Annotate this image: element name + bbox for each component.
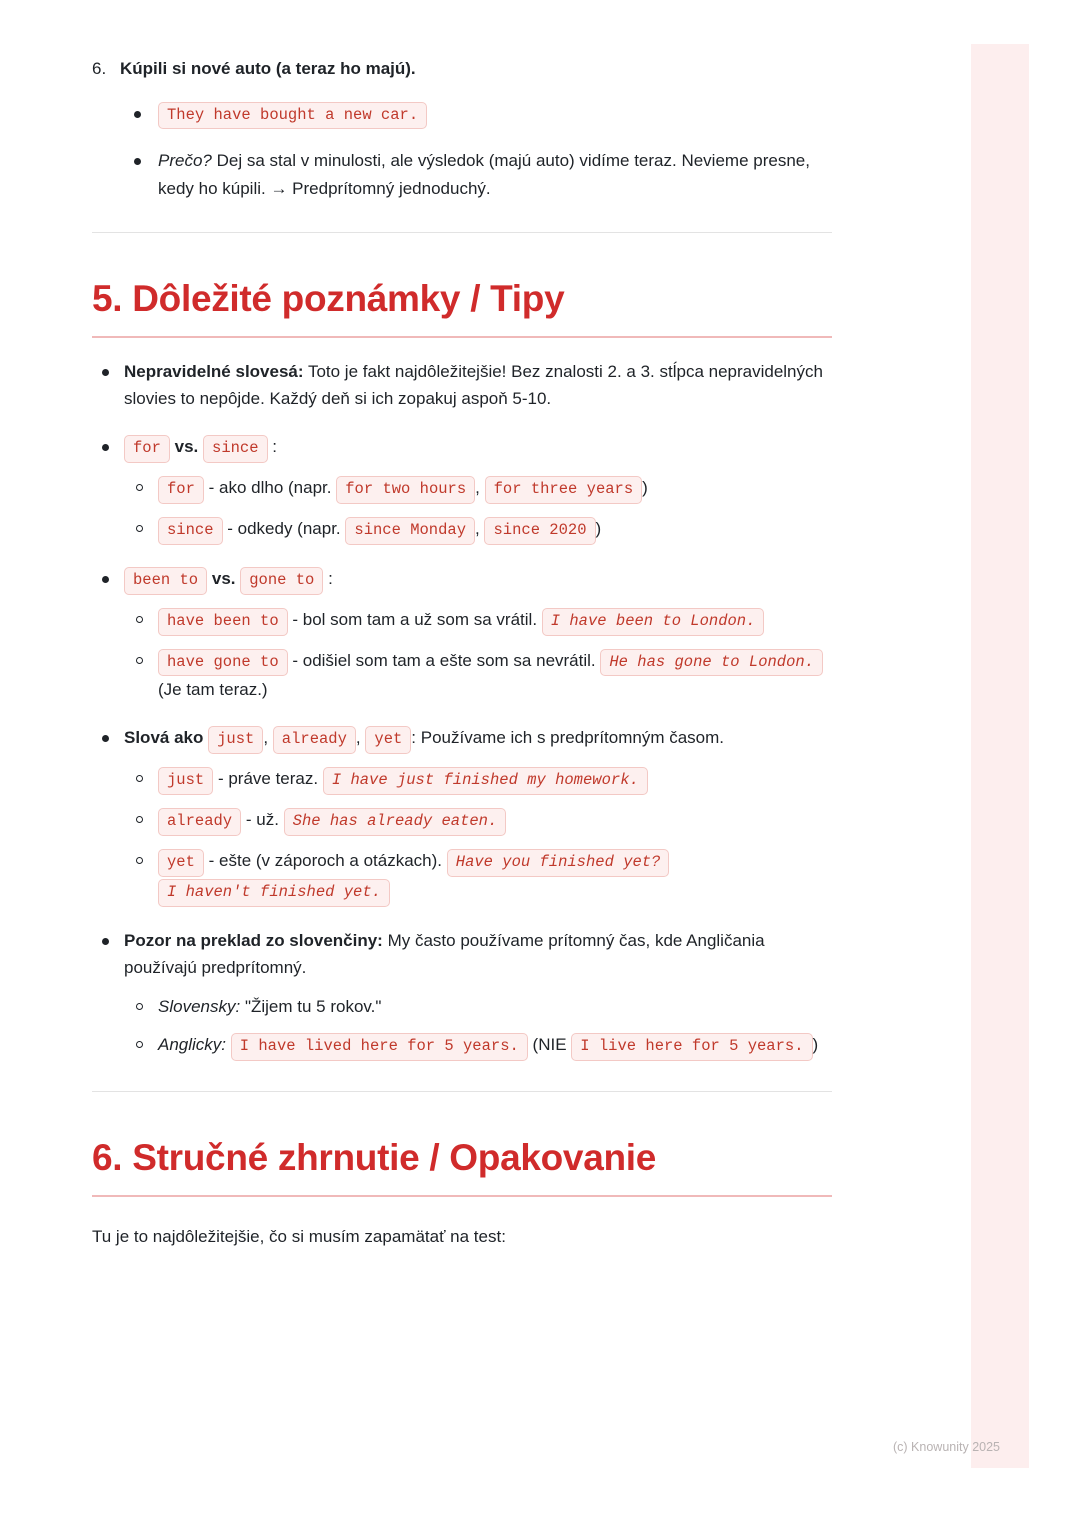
code-chip-for: for	[158, 476, 204, 504]
list-item-number: 6.	[92, 59, 107, 78]
why-label: Prečo?	[158, 151, 212, 171]
code-chip-incorrect-sentence: I live here for 5 years.	[571, 1033, 812, 1061]
list-item-since	[124, 515, 832, 545]
code-chip-already: already	[158, 808, 241, 836]
section-5-list	[92, 358, 832, 1061]
code-chip-for-two-hours: for two hours	[336, 476, 475, 504]
code-chip-since-2020: since 2020	[484, 517, 595, 545]
code-chip-for: for	[124, 435, 170, 463]
bullet-text: My často používame prítomný čas, kde Angličania používajú predprítomný.	[124, 930, 765, 978]
list-item-irregular-verbs	[92, 358, 832, 413]
code-chip-correct-sentence: I have lived here for 5 years.	[231, 1033, 528, 1061]
sub-text: - už.	[245, 809, 279, 829]
code-chip-example-sentence: They have bought a new car.	[158, 102, 427, 130]
language-label-slovak: Slovensky:	[158, 996, 241, 1016]
comma: ,	[355, 728, 361, 747]
list-item-for	[124, 474, 832, 504]
section-6-heading: 6. Stručné zhrnutie / Opakovanie	[92, 1137, 657, 1179]
sub-text: (NIE	[532, 1035, 567, 1055]
sub-text: - odišiel som tam a ešte som sa nevrátil.	[292, 650, 596, 670]
language-label-english: Anglicky:	[158, 1035, 227, 1055]
code-chip-yet: yet	[158, 849, 204, 877]
sub-text: - odkedy (napr.	[227, 518, 341, 538]
list-item-have-been-to	[124, 606, 832, 636]
list-item-have-gone-to	[124, 647, 832, 704]
comma: ,	[475, 518, 480, 538]
translation-sublist	[124, 993, 832, 1061]
code-chip-gone-to: gone to	[240, 567, 323, 595]
list-item-been-vs-gone	[92, 565, 832, 704]
list-item	[92, 100, 832, 130]
bullet-label: Nepravidelné slovesá:	[124, 361, 304, 381]
list-item-slovensky	[124, 993, 832, 1021]
sub-text: - ako dlho (napr.	[208, 477, 332, 497]
page-side-accent	[971, 44, 1029, 1468]
close-paren: )	[595, 518, 602, 538]
divider	[92, 232, 832, 233]
document-content	[92, 44, 832, 1250]
close-paren: )	[642, 477, 648, 497]
bullet-label: Slová ako	[124, 728, 204, 747]
divider	[92, 1091, 832, 1092]
code-chip-since: since	[158, 517, 223, 545]
code-chip-example-sentence: I have been to London.	[542, 608, 765, 636]
code-chip-just: just	[158, 767, 213, 795]
code-chip-already: already	[273, 726, 356, 754]
code-chip-example-sentence: I have just finished my homework.	[323, 767, 648, 795]
section-6-intro: Tu je to najdôležitejšie, čo si musím zapamätať na test:	[92, 1226, 506, 1246]
colon: :	[328, 568, 333, 588]
list-item	[92, 147, 832, 202]
item6-sublist	[92, 100, 832, 203]
watermark: (c) Knowunity 2025	[893, 1440, 1001, 1454]
vs-label: vs.	[174, 436, 199, 456]
list-item-for-vs-since	[92, 433, 832, 545]
code-chip-example-question: Have you finished yet?	[447, 849, 670, 877]
section-6-heading-rule	[92, 1195, 832, 1197]
sub-text: - práve teraz.	[217, 768, 319, 788]
section-5-heading: 5. Dôležité poznámky / Tipy	[92, 278, 565, 320]
code-chip-example-sentence: She has already eaten.	[284, 808, 507, 836]
been-gone-sublist	[124, 606, 832, 704]
sub-text: "Žijem tu 5 rokov."	[244, 996, 382, 1016]
why-explanation: Dej sa stal v minulosti, ale výsledok (majú auto) vidíme teraz. Nevieme presne, kedy ho kúpili. → Predprítomný jednoduchý.	[158, 151, 810, 198]
code-chip-since: since	[203, 435, 268, 463]
list-item-yet	[124, 847, 832, 907]
code-chip-example-sentence: He has gone to London.	[600, 649, 823, 677]
sub-text-after: (Je tam teraz.)	[158, 680, 268, 700]
list-item-6	[92, 56, 832, 82]
code-chip-have-gone-to: have gone to	[158, 649, 288, 677]
just-already-yet-sublist	[124, 765, 832, 907]
bullet-text: Toto je fakt najdôležitejšie! Bez znalosti 2. a 3. stĺpca nepravidelných slovies to nepôjde. Každý deň si ich zopakuj aspoň 5-10.	[124, 361, 823, 409]
comma: ,	[263, 728, 269, 747]
bullet-label: Pozor na preklad zo slovenčiny:	[124, 930, 383, 950]
close-paren: )	[812, 1035, 819, 1055]
code-chip-yet: yet	[365, 726, 411, 754]
section-5-heading-rule	[92, 336, 832, 338]
code-chip-just: just	[208, 726, 263, 754]
list-item-translation-warning	[92, 927, 832, 1062]
list-item-already	[124, 806, 832, 836]
for-since-sublist	[124, 474, 832, 545]
list-item-anglicky	[124, 1031, 832, 1061]
code-chip-example-sentence: I haven't finished yet.	[158, 879, 390, 907]
list-item-just-already-yet	[92, 724, 832, 907]
sub-text: - bol som tam a už som sa vrátil.	[292, 609, 538, 629]
vs-label: vs.	[211, 568, 236, 588]
colon: :	[272, 436, 277, 456]
list-item-just	[124, 765, 832, 795]
code-chip-for-three-years: for three years	[485, 476, 643, 504]
code-chip-since-monday: since Monday	[345, 517, 475, 545]
comma: ,	[475, 477, 480, 497]
sub-text: - ešte (v záporoch a otázkach).	[208, 850, 443, 870]
code-chip-have-been-to: have been to	[158, 608, 288, 636]
code-chip-been-to: been to	[124, 567, 207, 595]
bullet-text: : Používame ich s predprítomným časom.	[411, 728, 725, 747]
list-item-title: Kúpili si nové auto (a teraz ho majú).	[120, 59, 416, 78]
